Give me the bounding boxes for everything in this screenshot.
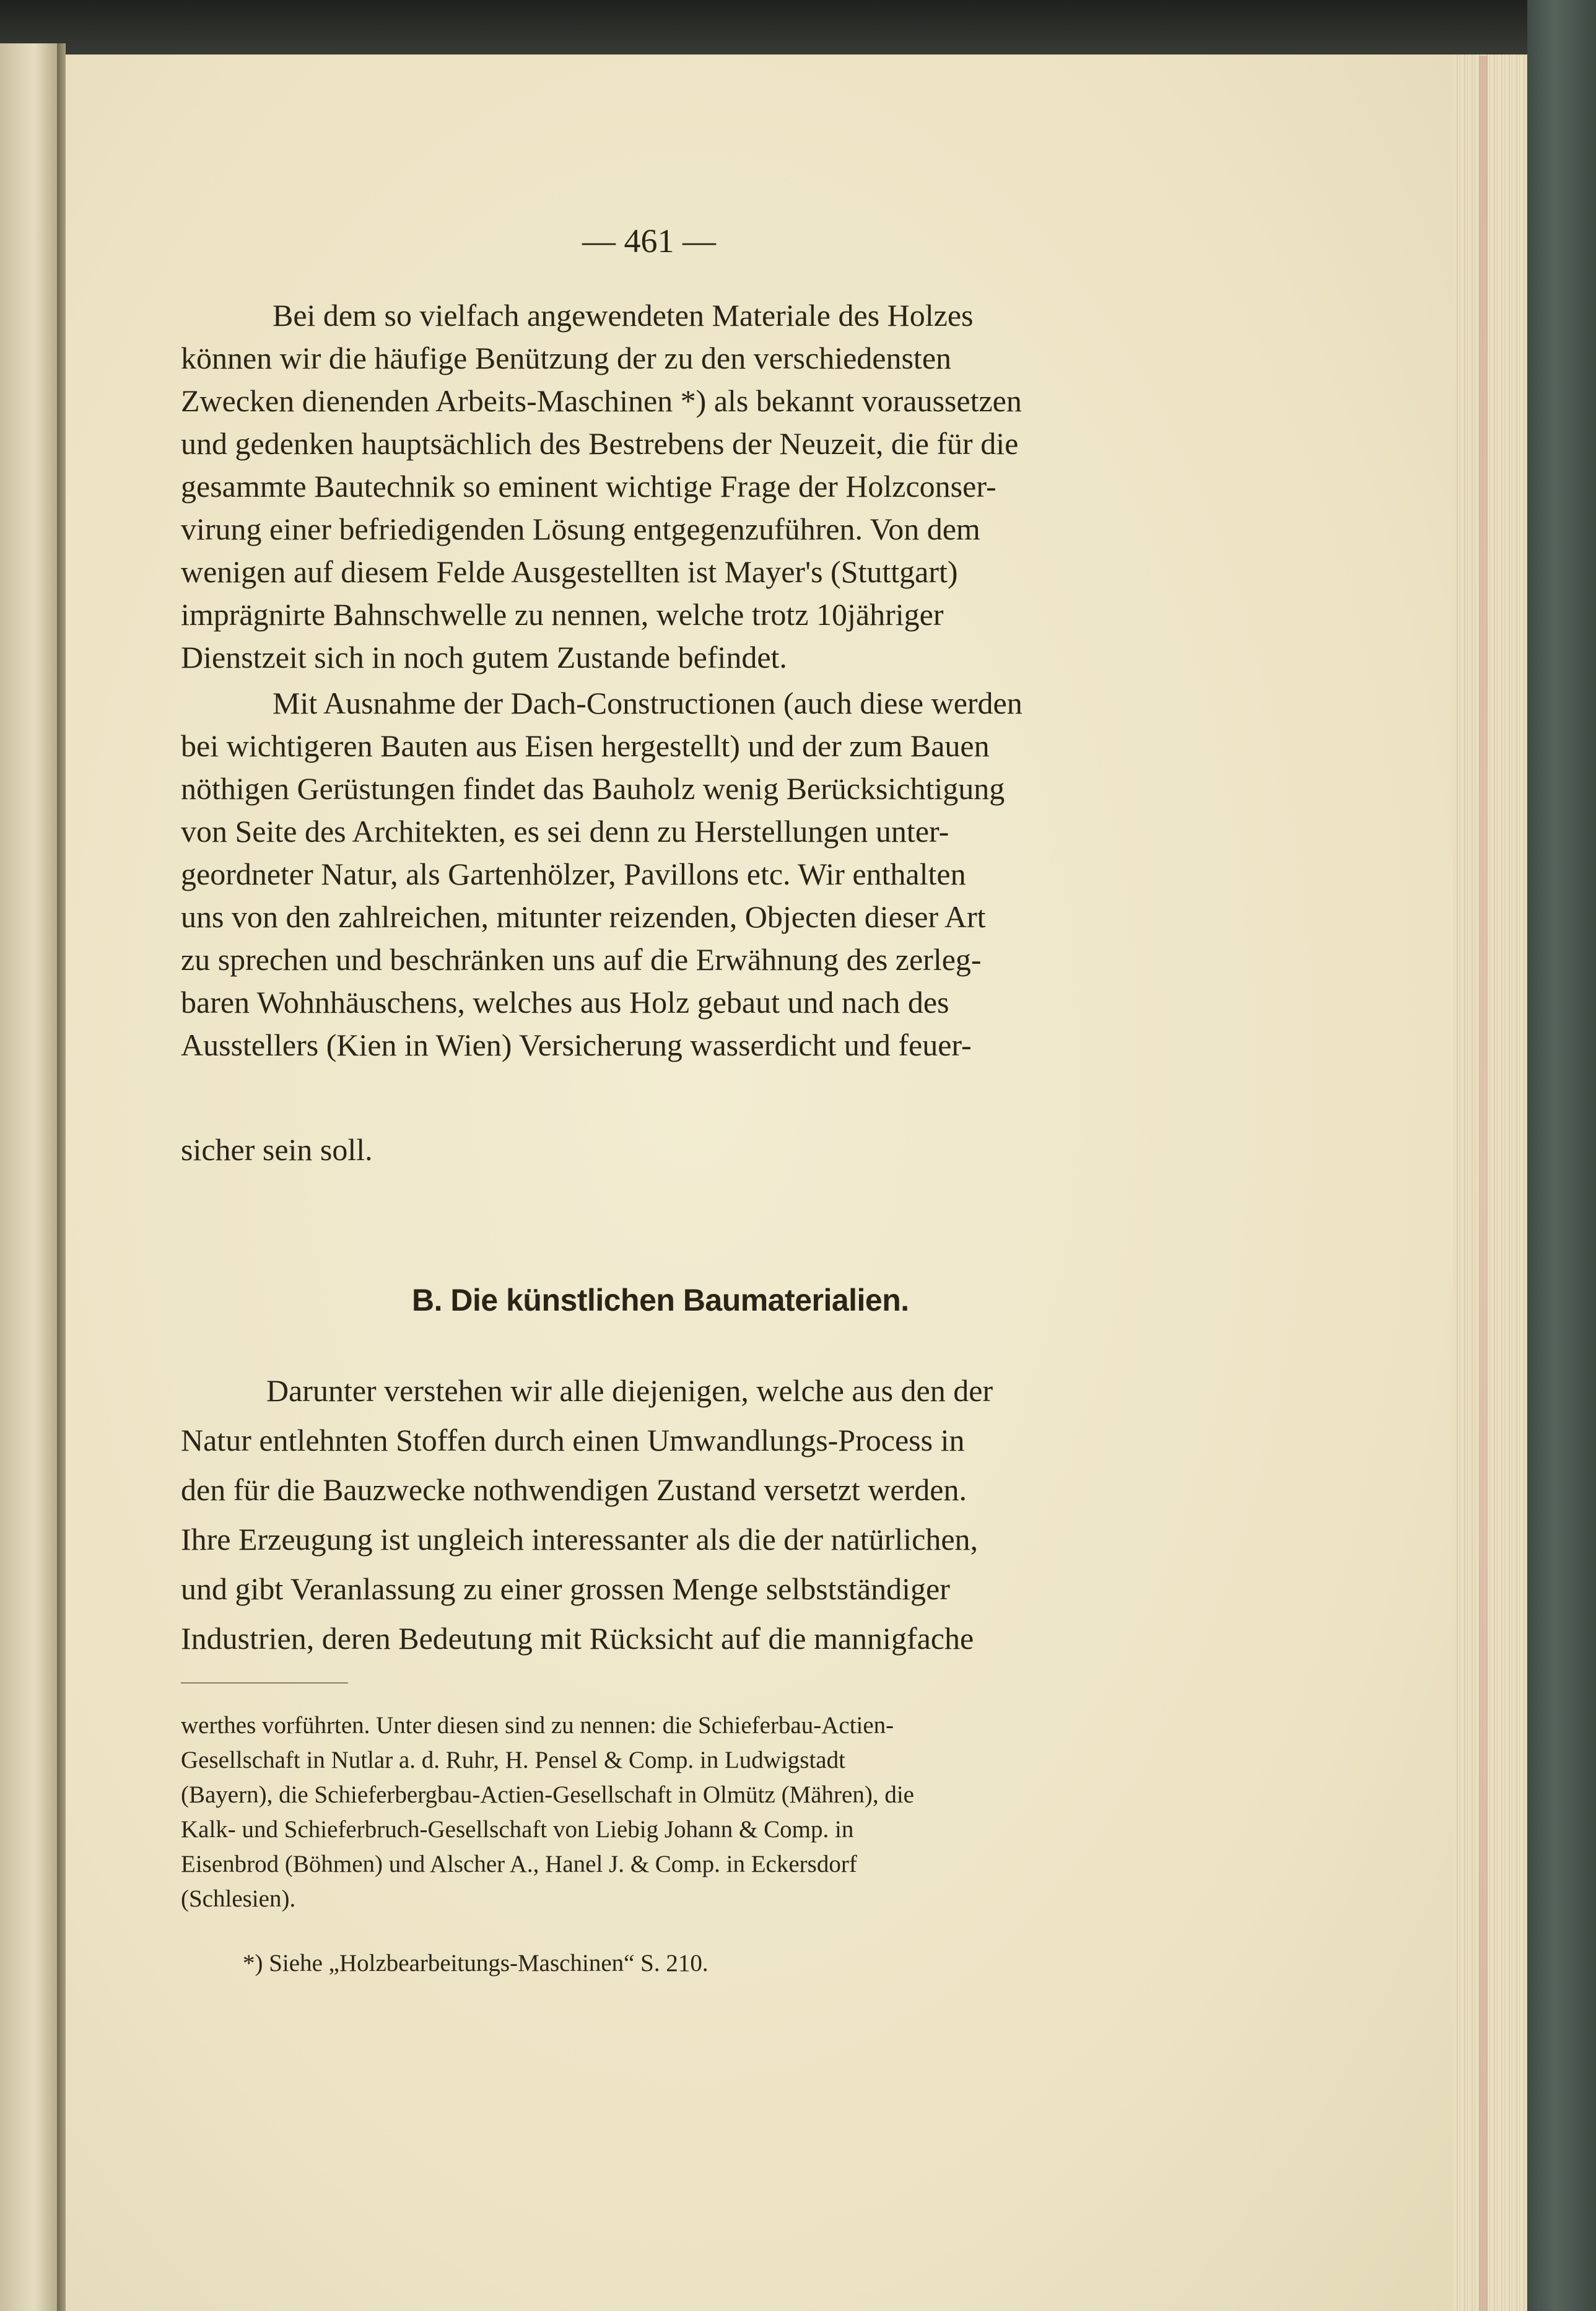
paragraph-2-line: sicher sein soll.: [181, 1132, 373, 1167]
paragraph-3-line: Darunter verstehen wir alle diejenigen, welche aus den der: [266, 1373, 993, 1408]
paragraph-1-line: wenigen auf diesem Felde Ausgestellten ist Mayer's (Stuttgart): [181, 554, 958, 589]
footnote-asterisk: *) Siehe „Holzbearbeitungs-Maschinen“ S. 210.: [243, 1950, 709, 1977]
book-cover-right: [1527, 0, 1596, 2311]
paragraph-1-line: imprägnirte Bahnschwelle zu nennen, welche trotz 10jähriger: [181, 597, 944, 632]
paragraph-3-line: den für die Bauzwecke nothwendigen Zustand versetzt werden.: [181, 1472, 967, 1507]
paragraph-2-line: zu sprechen und beschränken uns auf die Erwähnung des zerleg-: [181, 942, 982, 977]
red-page-edge-stain: [1479, 56, 1488, 2311]
footnote-separator: [181, 1682, 348, 1684]
footnote-line: Eisenbrod (Böhmen) und Alscher A., Hanel J. & Comp. in Eckersdorf: [181, 1851, 857, 1877]
previous-page-edge: [0, 43, 57, 2311]
paragraph-2-line: baren Wohnhäuschens, welches aus Holz gebaut und nach des: [181, 985, 949, 1020]
footnote-line: (Schlesien).: [181, 1885, 296, 1912]
paragraph-3-line: Industrien, deren Bedeutung mit Rücksicht auf die mannigfache: [181, 1621, 974, 1656]
footnote-line: Gesellschaft in Nutlar a. d. Ruhr, H. Pensel & Comp. in Ludwigstadt: [181, 1747, 845, 1773]
paragraph-1-line: Dienstzeit sich in noch gutem Zustande befindet.: [181, 640, 787, 675]
paragraph-3-line: und gibt Veranlassung zu einer grossen Menge selbstständiger: [181, 1571, 950, 1606]
paragraph-2-line: Mit Ausnahme der Dach-Constructionen (auch diese werden: [273, 686, 1023, 720]
paragraph-1-line: und gedenken hauptsächlich des Bestrebens der Neuzeit, die für die: [181, 426, 1019, 461]
paragraph-2-line: Ausstellers (Kien in Wien) Versicherung wasserdicht und feuer-: [181, 1028, 972, 1062]
section-heading: B. Die künstlichen Baumaterialien.: [412, 1283, 909, 1317]
paragraph-1-line: virung einer befriedigenden Lösung entgegenzuführen. Von dem: [181, 512, 980, 546]
footnote-line: Kalk- und Schieferbruch-Gesellschaft von Liebig Johann & Comp. in: [181, 1816, 854, 1843]
paragraph-1-line: Bei dem so vielfach angewendeten Materiale des Holzes: [273, 298, 974, 333]
footnote-line: (Bayern), die Schieferbergbau-Actien-Gesellschaft in Olmütz (Mähren), die: [181, 1781, 914, 1808]
book-cover-top: [0, 0, 1596, 59]
paragraph-2-line: geordneter Natur, als Gartenhölzer, Pavillons etc. Wir enthalten: [181, 857, 966, 891]
paragraph-2-line: von Seite des Architekten, es sei denn zu Herstellungen unter-: [181, 814, 949, 849]
paragraph-2-line: bei wichtigeren Bauten aus Eisen hergestellt) und der zum Bauen: [181, 728, 990, 763]
paragraph-1-line: gesammte Bautechnik so eminent wichtige Frage der Holzconser-: [181, 469, 996, 504]
paragraph-3-line: Ihre Erzeugung ist ungleich interessanter als die der natürlichen,: [181, 1522, 979, 1557]
page-number: — 461 —: [582, 222, 716, 260]
paragraph-2-line: uns von den zahlreichen, mitunter reizenden, Objecten dieser Art: [181, 899, 986, 934]
paragraph-3-line: Natur entlehnten Stoffen durch einen Umwandlungs-Process in: [181, 1423, 965, 1457]
footnote-line: werthes vorführten. Unter diesen sind zu nennen: die Schieferbau-Actien-: [181, 1712, 894, 1739]
page-stack-edge: [1453, 55, 1527, 2311]
book-gutter: [57, 43, 66, 2311]
paragraph-1-line: Zwecken dienenden Arbeits-Maschinen *) als bekannt voraussetzen: [181, 383, 1022, 418]
paragraph-2-line: nöthigen Gerüstungen findet das Bauholz wenig Berücksichtigung: [181, 771, 1005, 806]
paragraph-1-line: können wir die häufige Benützung der zu den verschiedensten: [181, 341, 952, 375]
